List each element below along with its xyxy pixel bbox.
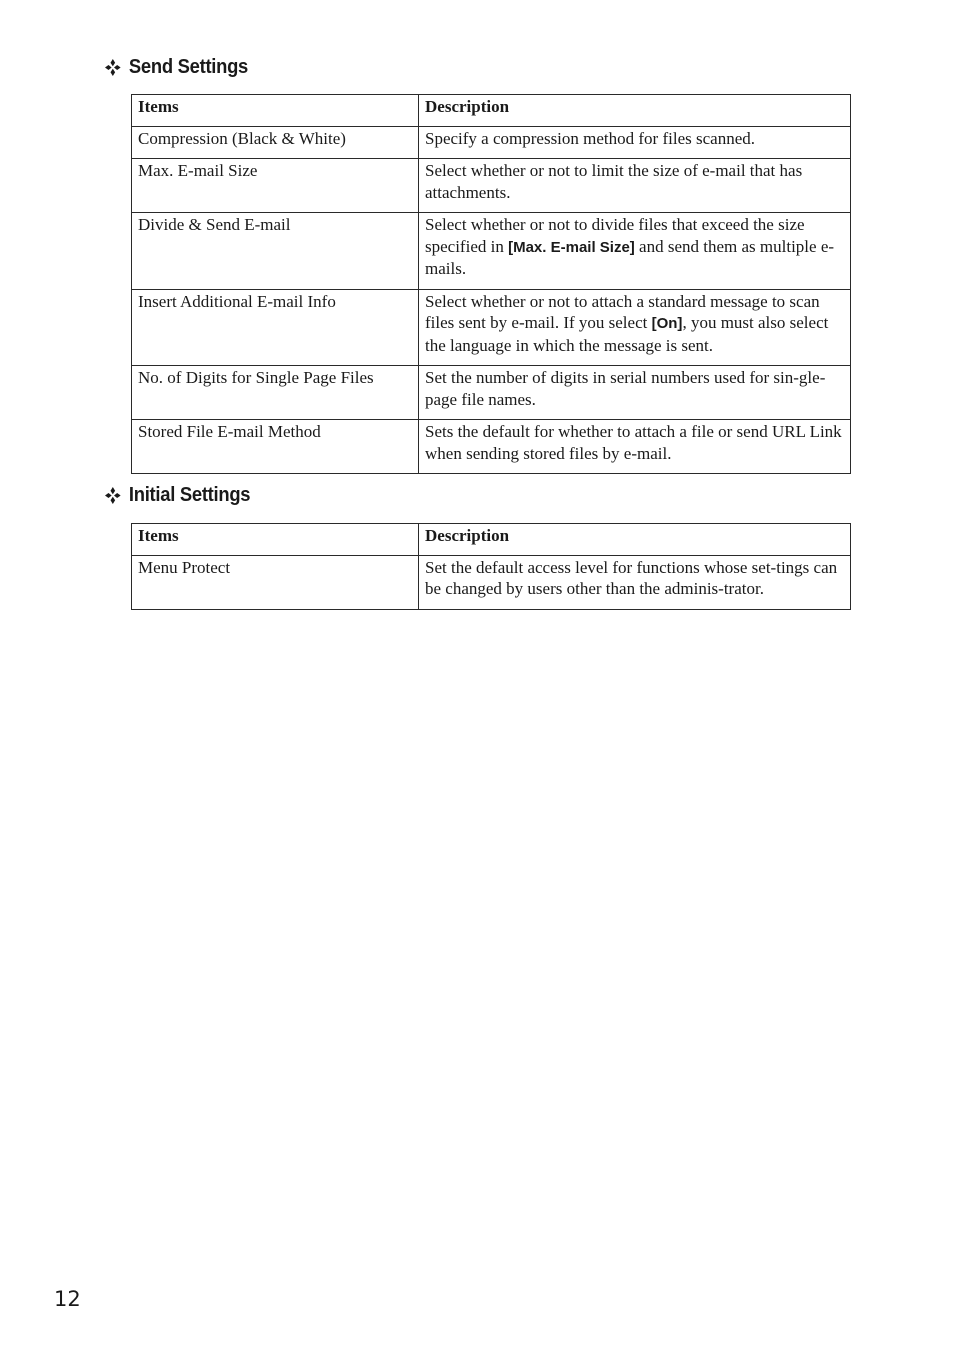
description-cell: Sets the default for whether to attach a file or send URL Link when sending stored files by e-mail. [419, 420, 851, 474]
description-cell: Specify a compression method for files scanned. [419, 126, 851, 159]
table-row [132, 213, 851, 290]
table-row [132, 555, 851, 609]
key-label-on: [On] [651, 315, 683, 332]
table-header-row [132, 524, 851, 556]
item-cell: Insert Additional E-mail Info [132, 289, 419, 366]
four-diamond-bullet-icon [105, 487, 121, 504]
table-row [132, 289, 851, 366]
description-cell: Set the number of digits in serial numbers used for sin-gle-page file names. [419, 366, 851, 420]
table-row [132, 366, 851, 420]
description-text: Select whether or not to divide files that exceed the size specified in [425, 215, 805, 256]
send-settings-table [131, 94, 851, 474]
item-cell: Compression (Black & White) [132, 126, 419, 159]
table-header-row [132, 95, 851, 127]
table-row [132, 420, 851, 474]
item-cell: Stored File E-mail Method [132, 420, 419, 474]
item-cell: No. of Digits for Single Page Files [132, 366, 419, 420]
section-heading-send-settings [105, 56, 248, 79]
table-row [132, 159, 851, 213]
item-cell: Max. E-mail Size [132, 159, 419, 213]
column-header-items: Items [132, 524, 419, 556]
key-label-max-email-size: [Max. E-mail Size] [508, 238, 635, 256]
description-text: Select whether or not to attach a standard message to scan files sent by e-mail. If you select [425, 291, 820, 332]
description-cell: Select whether or not to limit the size of e-mail that has attachments. [419, 159, 851, 213]
item-cell: Menu Protect [132, 555, 419, 609]
section-title: Initial Settings [128, 484, 251, 506]
column-header-items: Items [132, 95, 419, 127]
section-title: Send Settings [128, 56, 249, 78]
four-diamond-bullet-icon [105, 59, 121, 76]
description-cell [419, 213, 851, 290]
page-number: 12 [54, 1287, 81, 1311]
section-heading-initial-settings [105, 484, 250, 507]
description-cell: Set the default access level for functions whose set-tings can be changed by users other than the adminis-trator. [419, 555, 851, 609]
initial-settings-table [131, 523, 851, 610]
item-cell: Divide & Send E-mail [132, 213, 419, 290]
description-cell [419, 289, 851, 366]
column-header-description: Description [419, 524, 851, 556]
table-row [132, 126, 851, 159]
column-header-description: Description [419, 95, 851, 127]
description-text: and send them as multiple e-mails. [425, 236, 835, 278]
description-text: , you must also select the language in which the message is sent. [425, 313, 829, 355]
